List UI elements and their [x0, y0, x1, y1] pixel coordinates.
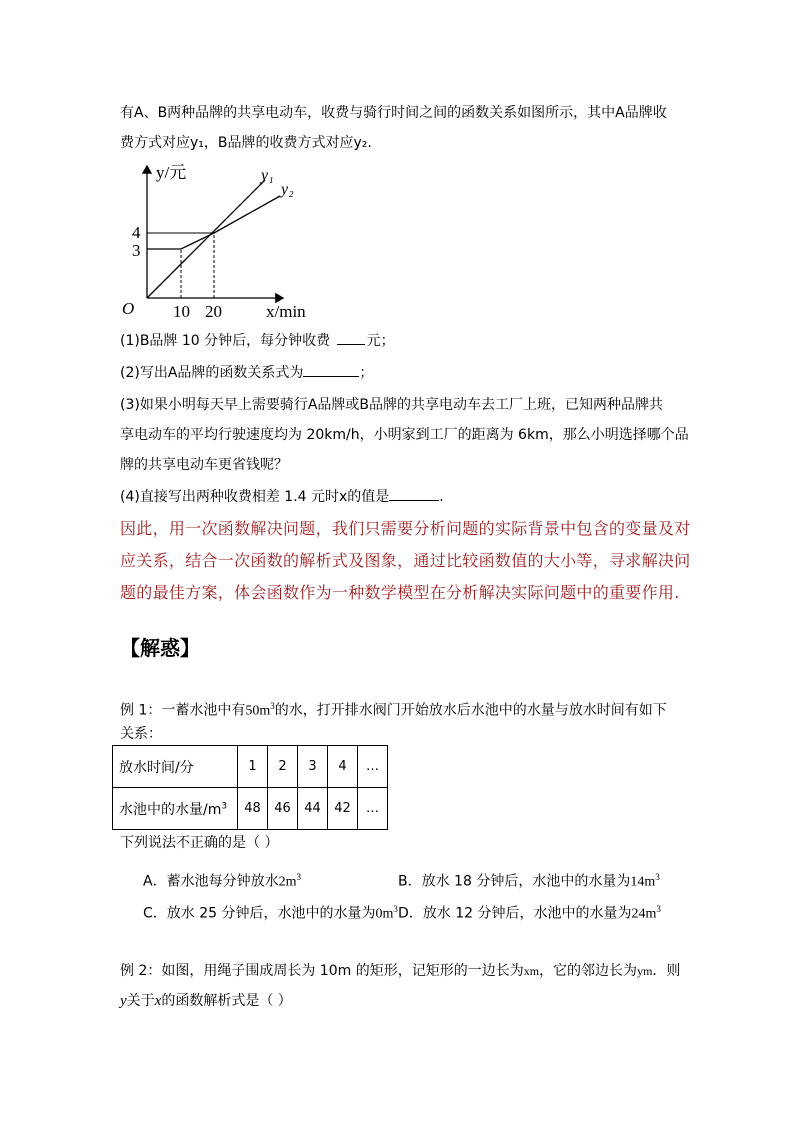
example-1-rest: 的水，打开排水阀门开始放水后水池中的水量与放水时间有如下: [274, 702, 667, 719]
var-y: y: [120, 993, 127, 1009]
y-axis-label: y/元: [156, 163, 187, 182]
example-2-question: 的函数解析式是（ ）: [161, 993, 292, 1009]
option-d-value: 24m: [631, 906, 657, 922]
table-row: [113, 746, 388, 788]
intro-line-2: 费方式对应y₁，B品牌的收费方式对应y₂.: [120, 135, 372, 151]
option-c-sup: 3: [393, 904, 398, 914]
y2-label: y₂: [281, 181, 294, 198]
option-b[interactable]: [398, 866, 660, 894]
question-1-text: (1)B品牌 10 分钟后，每分钟收费: [120, 333, 331, 349]
question-3-line-1: (3)如果小明每天早上需要骑行A品牌或B品牌的共享电动车去工厂上班，已知两种品牌共: [120, 397, 664, 413]
table-header-volume: [113, 788, 238, 830]
summary-line-2: 应关系，结合一次函数的解析式及图象，通过比较函数值的大小等，寻求解决问: [120, 551, 691, 570]
option-d-sup: 3: [656, 904, 661, 914]
table-cell: 44: [298, 788, 328, 830]
option-d[interactable]: [398, 898, 661, 926]
volume-value: 50m: [245, 703, 271, 719]
option-c-text: C．放水 25 分钟后，水池中的水量为: [143, 905, 376, 922]
question-4: [120, 486, 444, 508]
x-axis-label: x/min: [266, 302, 306, 321]
y-tick-4: 4: [132, 223, 141, 242]
table-cell: 3: [298, 746, 328, 788]
option-a-sup: 3: [296, 872, 301, 882]
question-2: [120, 362, 373, 384]
option-a-text: A．蓄水池每分钟放水: [143, 873, 279, 890]
example-1-intro: 例 1：一蓄水池中有: [120, 702, 246, 719]
question-2-suffix: ；: [359, 365, 374, 381]
option-b-sup: 3: [655, 872, 660, 882]
line-y1: [147, 180, 265, 298]
volume-unit-sup: 3: [270, 701, 275, 711]
question-1-suffix: 元；: [366, 333, 395, 349]
water-table: [112, 745, 388, 830]
volume-label-sup: 3: [221, 800, 228, 811]
example-2-intro: 例 2：如图，用绳子围成周长为 10m 的矩形，记矩形的一边长为: [120, 963, 524, 979]
question-4-suffix: .: [439, 489, 444, 505]
option-a[interactable]: [143, 866, 301, 894]
y1-label: y₁: [261, 167, 274, 184]
side-x-var: xm: [523, 964, 540, 978]
option-c[interactable]: [143, 898, 398, 926]
example-1-line-1: [120, 695, 667, 723]
example-2-line-1: [120, 960, 680, 982]
origin-label: O: [122, 299, 135, 318]
table-cell: 46: [268, 788, 298, 830]
option-a-value: 2m: [278, 874, 297, 890]
y-tick-3: 3: [132, 241, 141, 260]
answer-blank-4[interactable]: [389, 486, 439, 501]
table-cell: …: [358, 746, 388, 788]
side-y-var: ym: [637, 964, 653, 978]
table-cell: 1: [238, 746, 268, 788]
question-4-text: (4)直接写出两种收费相差 1.4 元时x的值是: [120, 489, 390, 505]
intro-line-1: 有A、B两种品牌的共享电动车，收费与骑行时间之间的函数关系如图所示，其中A品牌收: [120, 105, 667, 121]
option-b-value: 14m: [630, 874, 656, 890]
var-x: x: [154, 993, 162, 1009]
table-cell: 2: [268, 746, 298, 788]
summary-line-1: 因此，用一次函数解决问题，我们只需要分析问题的实际背景中包含的变量及对: [120, 519, 691, 538]
option-d-text: D．放水 12 分钟后，水池中的水量为: [398, 905, 632, 922]
table-row: [113, 788, 388, 830]
question-1: [120, 330, 395, 352]
example-1-line-2: 关系：: [120, 726, 162, 742]
example-2-post: ．则: [652, 963, 681, 979]
table-cell: 4: [328, 746, 358, 788]
answer-blank-2[interactable]: [303, 362, 359, 377]
table-cell: 48: [238, 788, 268, 830]
section-heading: 【解惑】: [120, 636, 200, 660]
question-2-text: (2)写出A品牌的函数关系式为: [120, 365, 304, 381]
option-c-value: 0m: [375, 906, 394, 922]
table-cell: …: [358, 788, 388, 830]
function-graph: [120, 158, 320, 323]
answer-blank-1[interactable]: [337, 330, 365, 345]
option-b-text: B．放水 18 分钟后，水池中的水量为: [398, 873, 631, 890]
question-3-line-3: 牌的共享电动车更省钱呢？: [120, 457, 288, 473]
question-3-line-2: 享电动车的平均行驶速度均为 20km/h，小明家到工厂的距离为 6km，那么小明选择哪个品: [120, 427, 689, 443]
x-tick-20: 20: [205, 302, 222, 321]
example-2-line-2: [120, 990, 292, 1012]
table-header-time: 放水时间/分: [113, 746, 238, 788]
example-2-mid: ，它的邻边长为: [539, 963, 638, 979]
example-1-question: 下列说法不正确的是（ ）: [120, 835, 279, 851]
x-tick-10: 10: [173, 302, 190, 321]
table-cell: 42: [328, 788, 358, 830]
example-2-about: 关于: [126, 993, 155, 1009]
volume-label: 水池中的水量/m: [119, 801, 222, 818]
summary-line-3: 题的最佳方案，体会函数作为一种数学模型在分析解决实际问题中的重要作用.: [120, 583, 680, 602]
